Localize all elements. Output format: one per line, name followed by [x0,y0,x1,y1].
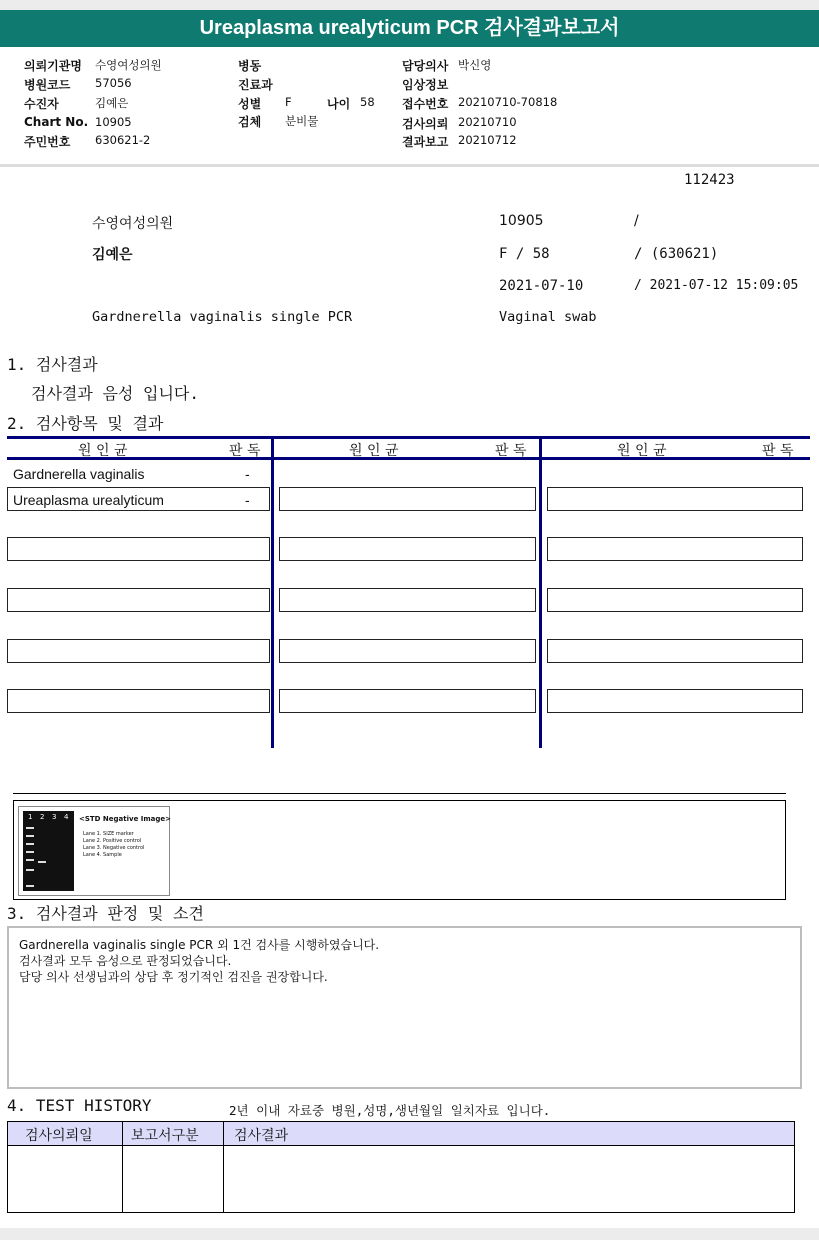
result-row-box [279,689,536,713]
top-strip [0,0,819,10]
finding-line: Gardnerella vaginalis single PCR 외 1건 검사를 시행하였습니다. [19,938,380,952]
organism-result: - [245,466,250,482]
header-value: 10905 [95,115,132,129]
header-value: 김예은 [95,96,129,110]
gel-band [26,851,34,853]
report-code: 112423 [684,172,735,188]
result-row-box [547,588,803,612]
column-header-judge: 판 독 [495,443,527,459]
history-table-header [8,1122,794,1146]
result-row-box [279,487,536,511]
header-value: 630621-2 [95,133,151,147]
lane-number: 2 [40,813,45,821]
header-label: 접수번호 [402,97,449,111]
header-value: F [285,95,292,109]
header-label: Chart No. [24,115,89,129]
gel-band [26,859,34,861]
gel-electrophoresis-photo [23,811,74,891]
section-3-title: 3. 검사결과 판정 및 소견 [7,904,204,923]
gel-legend-item: Lane 2. Positive control [83,838,142,844]
column-header-organism: 원 인 균 [78,443,128,459]
result-row-box [279,537,536,561]
clinic-name: 수영여성의원 [92,216,174,232]
request-date: 2021-07-10 [499,278,584,294]
history-col-divider [223,1122,224,1212]
gel-legend-item: Lane 3. Negative control [83,845,145,851]
gel-band [26,827,34,829]
header-label: 수진자 [24,97,59,111]
sex-age: F / 58 [499,246,550,262]
gel-legend-item: Lane 4. Sample [83,852,122,858]
gel-image-frame [13,800,786,900]
gel-band [26,885,34,887]
organism-result: - [245,492,250,508]
organism-name: Ureaplasma urealyticum [13,492,164,508]
history-col-request-date: 검사의뢰일 [25,1128,93,1144]
column-header-judge: 판 독 [229,443,261,459]
chart-number: 10905 [499,213,544,229]
header-value: 58 [360,95,375,109]
header-value: 20210710 [458,115,517,129]
patient-name: 김예은 [92,247,133,263]
header-label: 병동 [238,59,262,73]
result-row-box [547,537,803,561]
finding-line: 담당 의사 선생님과의 상담 후 정기적인 검진을 권장합니다. [19,970,328,984]
section-1-title: 1. 검사결과 [7,355,98,374]
section-2-title: 2. 검사항목 및 결과 [7,414,164,433]
header-label: 병원코드 [24,78,71,92]
gel-legend-title: <STD Negative Image> [79,815,172,823]
header-value: 57056 [95,76,132,90]
history-table [7,1121,795,1213]
result-row-box [547,487,803,511]
header-label: 검사의뢰 [402,117,449,131]
finding-line: 검사결과 모두 음성으로 판정되었습니다. [19,954,232,968]
header-label: 임상정보 [402,78,449,92]
specimen: Vaginal swab [499,309,597,325]
header-label: 나이 [327,97,351,111]
history-col-report-type: 보고서구분 [131,1128,199,1144]
gel-band [26,835,34,837]
header-value: 20210712 [458,133,517,147]
report-datetime: / 2021-07-12 15:09:05 [634,278,799,293]
bottom-strip [0,1228,819,1240]
header-value: 분비물 [285,114,319,128]
gel-band [26,843,34,845]
header-label: 담당의사 [402,59,449,73]
gel-band [26,869,34,871]
header-value: 수영여성의원 [95,58,162,72]
header-label: 검체 [238,115,262,129]
divider [13,793,786,794]
result-row-box [547,689,803,713]
history-col-result: 검사결과 [234,1128,289,1144]
header-value: 20210710-70818 [458,95,558,109]
lane-number: 4 [64,813,69,821]
result-row-box [7,639,270,663]
lane-number: 3 [52,813,57,821]
section-1-result: 검사결과 음성 입니다. [31,384,200,403]
patient-id: / (630621) [634,246,719,262]
column-header-organism: 원 인 균 [349,443,399,459]
organism-name: Gardnerella vaginalis [13,466,145,482]
report-header [0,49,819,167]
header-value: 박신영 [458,58,492,72]
header-label: 진료과 [238,78,273,92]
gel-legend-item: Lane 1. SIZE marker [83,831,134,837]
result-row-box [279,588,536,612]
header-label: 결과보고 [402,135,449,149]
header-label: 성별 [238,97,262,111]
result-row-box [7,537,270,561]
column-divider [539,436,542,748]
header-label: 주민번호 [24,135,71,149]
header-label: 의뢰기관명 [24,59,82,73]
result-row-box [279,639,536,663]
section-4-title: 4. TEST HISTORY [7,1096,152,1115]
column-header-judge: 판 독 [762,443,794,459]
gel-image [18,806,170,896]
history-col-divider [122,1122,123,1212]
result-row-box [7,588,270,612]
result-row-box [7,689,270,713]
history-note: 2년 이내 자료중 병원,성명,생년월일 일치자료 입니다. [229,1103,551,1118]
separator: / [634,213,639,229]
column-divider [271,436,274,748]
result-row-box [547,639,803,663]
findings-box [7,926,802,1089]
column-header-organism: 원 인 균 [617,443,667,459]
gel-band [38,861,46,863]
lane-number: 1 [28,813,33,821]
table-top-rule [7,436,810,439]
test-name: Gardnerella vaginalis single PCR [92,309,353,325]
report-title: Ureaplasma urealyticum PCR 검사결과보고서 [0,10,819,47]
